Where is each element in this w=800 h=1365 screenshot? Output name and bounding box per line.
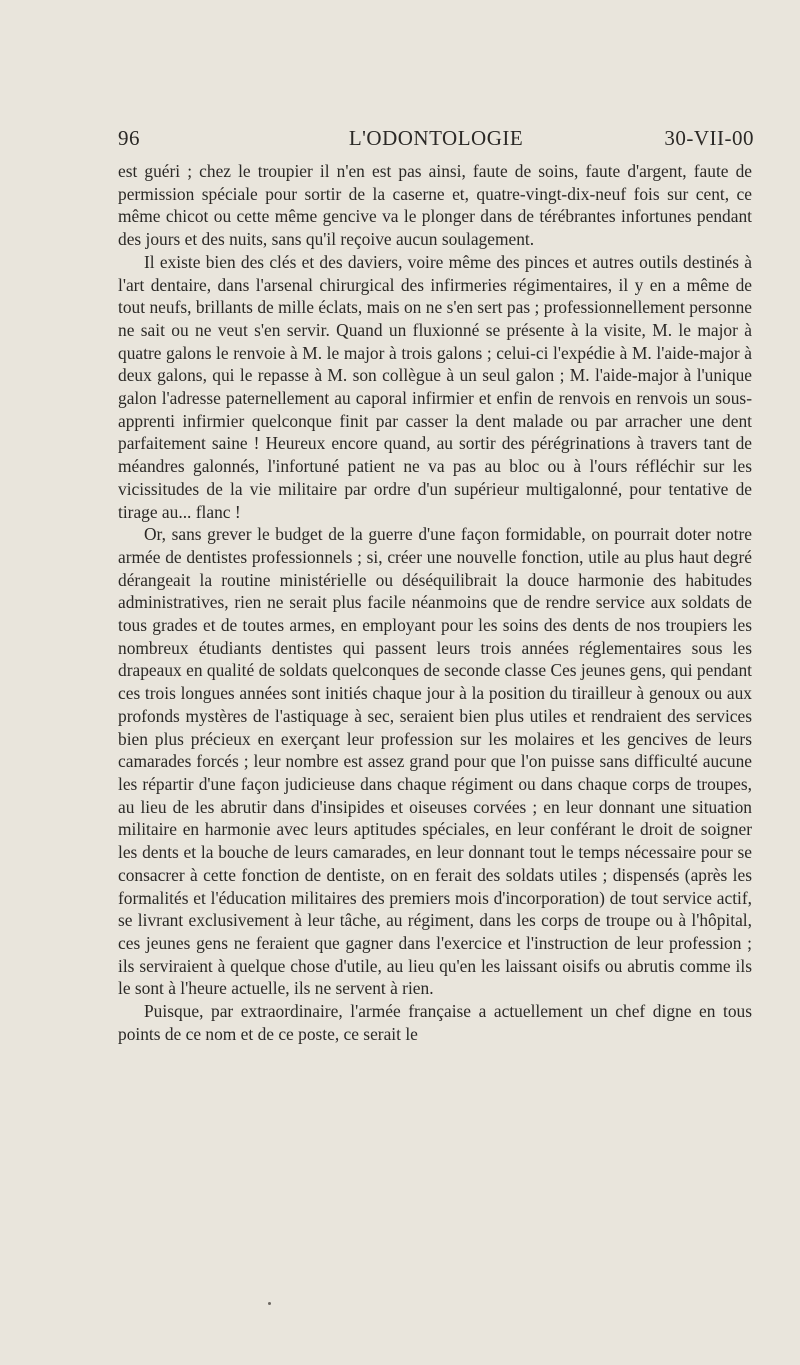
issue-date: 30-VII-00 <box>664 126 754 150</box>
article-body <box>118 160 752 1045</box>
paragraph-army-chief: Puisque, par extraordinaire, l'armée française a actuellement un chef digne en tous points de ce nom et de ce poste, ce serait le <box>118 1001 752 1044</box>
paragraph-dental-tools: Il existe bien des clés et des daviers, voire même des pinces et autres outils destinés à l'art dentaire, dans l'arsenal chirurgical des infirmeries régimentaires, il y en a même de tout neufs, brillants de mille éclats, mais on ne s'en sert pas ; professionnellement personne ne sait ou ne veut s'en servir. Quand un fluxionné se présente à la visite, M. le major à quatre galons le renvoie à M. le major à trois galons ; celui-ci l'expédie à M. l'aide-major à deux galons, qui le repasse à M. son collègue à un seul galon ; M. l'aide-major à l'unique galon l'adresse paternellement au caporal infirmier et enfin de renvois en renvois un sous-apprenti infirmier quelconque finit par casser la dent malade ou par arracher une dent parfaitement saine ! Heureux encore quand, au sortir des pérégrinations à travers tant de méandres galonnés, l'infortuné patient ne va pas au bloc ou à l'ours réfléchir sur les vicissitudes de la vie militaire par ordre d'un supérieur multigalonné, pour tentative de tirage au... flanc ! <box>118 251 752 522</box>
ink-speck <box>268 1302 271 1305</box>
running-header <box>118 126 754 156</box>
paragraph-student-dentists: Or, sans grever le budget de la guerre d'une façon formidable, on pourrait doter notre armée de dentistes professionnels ; si, créer une nouvelle fonction, utile au plus haut degré dérangeait la routine ministérielle ou déséquilibrait la douce harmonie des habitudes administratives, rien ne serait plus facile néanmoins que de rendre service aux soldats de tous grades et de toutes armes, en employant pour les soins des dents de nos troupiers les nombreux étudiants dentistes qui passent leurs trois années réglementaires sous les drapeaux en qualité de soldats quelconques de seconde classe Ces jeunes gens, qui pendant ces trois longues années sont initiés chaque jour à la position du tirailleur à genoux ou aux profonds mystères de l'astiquage à sec, seraient bien plus utiles et rendraient des services bien plus précieux en exerçant leur profession sur les molaires et les gencives de leurs camarades forcés ; leur nombre est assez grand pour que l'on puisse sans difficulté aucune les répartir d'une façon judicieuse dans chaque régiment ou dans chaque corps de troupes, au lieu de les abrutir dans d'insipides et oiseuses corvées ; en leur donnant une situation militaire en harmonie avec leurs aptitudes spéciales, en leur conférant le droit de soigner les dents et la bouche de leurs camarades, en leur donnant tout le temps nécessaire pour se consacrer à cette fonction de dentiste, on en ferait des soldats utiles ; dispensés (après les formalités et l'éducation militaires des premiers mois d'incorporation) de tout service actif, se livrant exclusivement à leur tâche, au régiment, dans les corps de troupe ou à l'hôpital, ces jeunes gens ne feraient que gagner dans l'exercice et l'instruction de leur profession ; ils serviraient à quelque chose d'utile, au lieu qu'en les laissant oisifs ou abrutis comme ils le sont à l'heure actuelle, ils ne servent à rien. <box>118 524 752 999</box>
paragraph-continued: est guéri ; chez le troupier il n'en est pas ainsi, faute de soins, faute d'argent, faute de permission spéciale pour sortir de la caserne et, quatre-vingt-dix-neuf fois sur cent, ce même chicot ou cette même gencive va le plonger dans de térébrantes infortunes pendant des jours et des nuits, sans qu'il reçoive aucun soulagement. <box>118 161 752 250</box>
page-number: 96 <box>118 126 140 150</box>
journal-title: L'ODONTOLOGIE <box>348 126 524 150</box>
